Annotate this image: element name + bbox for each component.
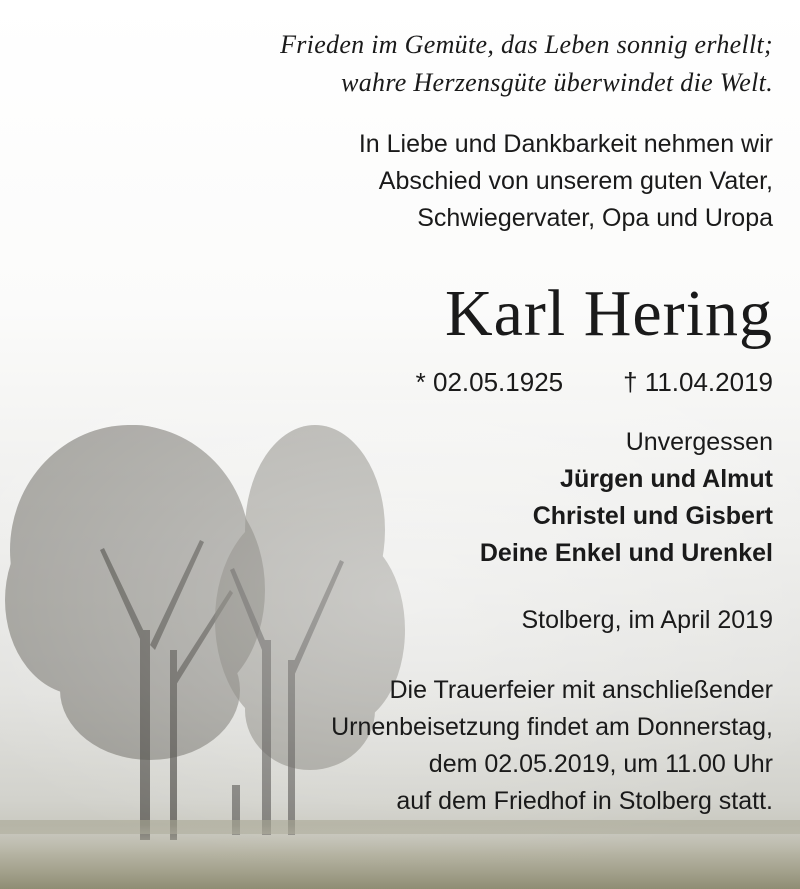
- funeral-line-3: dem 02.05.2019, um 11.00 Uhr: [428, 750, 773, 778]
- mourner-name-1: Jürgen und Almut: [560, 465, 773, 493]
- poem-line-2: wahre Herzensgüte überwindet die Welt.: [341, 68, 773, 97]
- life-dates: [416, 364, 773, 400]
- poem: [280, 26, 773, 102]
- deceased-name: Karl Hering: [444, 277, 773, 350]
- death-date: † 11.04.2019: [623, 367, 773, 397]
- mourners-heading: Unvergessen: [625, 428, 773, 456]
- funeral-line-4: auf dem Friedhof in Stolberg statt.: [396, 787, 773, 815]
- intro-line-3: Schwiegervater, Opa und Uropa: [417, 204, 773, 232]
- intro-line-2: Abschied von unserem guten Vater,: [378, 167, 773, 195]
- mourner-name-2: Christel und Gisbert: [532, 502, 773, 530]
- funeral-info: [331, 672, 773, 820]
- place-date: Stolberg, im April 2019: [521, 606, 773, 634]
- funeral-line-1: Die Trauerfeier mit anschließender: [389, 676, 773, 704]
- funeral-line-2: Urnenbeisetzung findet am Donnerstag,: [331, 713, 773, 741]
- mourners: [480, 424, 773, 572]
- poem-line-1: Frieden im Gemüte, das Leben sonnig erhellt;: [280, 30, 773, 59]
- mourner-name-3: Deine Enkel und Urenkel: [479, 539, 773, 567]
- birth-date: * 02.05.1925: [415, 367, 564, 397]
- intro-line-1: In Liebe und Dankbarkeit nehmen wir: [358, 130, 773, 158]
- intro-text: [359, 126, 773, 237]
